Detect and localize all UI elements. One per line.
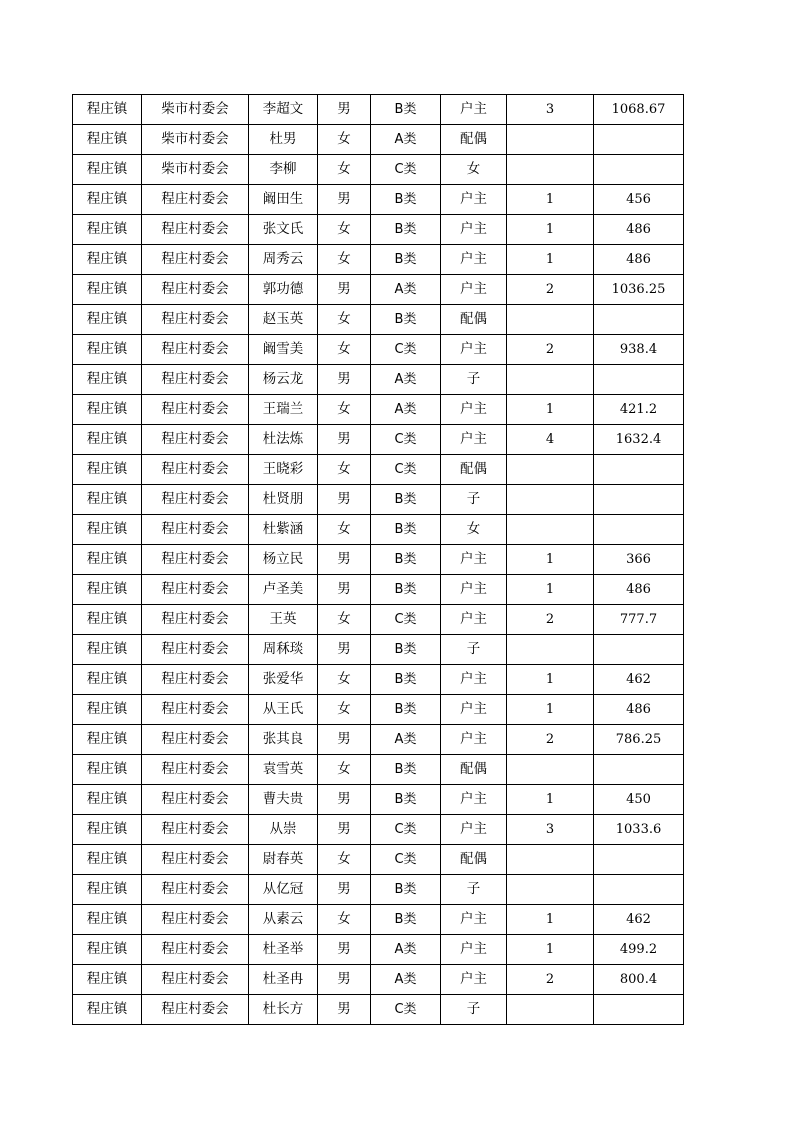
cell-gender: 男: [318, 185, 371, 215]
cell-relation: 配偶: [441, 455, 507, 485]
table-row: [73, 125, 684, 155]
cell-amount: 499.2: [594, 935, 684, 965]
cell-category: A类: [371, 365, 441, 395]
cell-name: 从王氏: [249, 695, 318, 725]
table-row: [73, 365, 684, 395]
cell-category: C类: [371, 455, 441, 485]
cell-amount: 456: [594, 185, 684, 215]
cell-gender: 女: [318, 755, 371, 785]
cell-relation: 户主: [441, 665, 507, 695]
cell-town: 程庄镇: [73, 635, 142, 665]
cell-relation: 户主: [441, 395, 507, 425]
cell-gender: 女: [318, 905, 371, 935]
cell-category: B类: [371, 215, 441, 245]
cell-committee: 程庄村委会: [142, 875, 249, 905]
cell-count: 2: [507, 605, 594, 635]
table-row: [73, 815, 684, 845]
table-row: [73, 185, 684, 215]
table-row: [73, 935, 684, 965]
cell-category: B类: [371, 95, 441, 125]
cell-gender: 男: [318, 575, 371, 605]
cell-count: [507, 635, 594, 665]
table-row: [73, 425, 684, 455]
table-row: [73, 695, 684, 725]
cell-gender: 女: [318, 305, 371, 335]
cell-relation: 子: [441, 875, 507, 905]
cell-name: 卢圣美: [249, 575, 318, 605]
table-row: [73, 545, 684, 575]
cell-committee: 程庄村委会: [142, 515, 249, 545]
cell-category: B类: [371, 875, 441, 905]
cell-town: 程庄镇: [73, 815, 142, 845]
cell-amount: 366: [594, 545, 684, 575]
cell-category: A类: [371, 275, 441, 305]
cell-town: 程庄镇: [73, 695, 142, 725]
cell-committee: 程庄村委会: [142, 995, 249, 1025]
cell-count: 2: [507, 965, 594, 995]
cell-committee: 程庄村委会: [142, 665, 249, 695]
cell-name: 张其良: [249, 725, 318, 755]
cell-amount: [594, 305, 684, 335]
cell-relation: 户主: [441, 185, 507, 215]
cell-amount: 786.25: [594, 725, 684, 755]
cell-committee: 柴市村委会: [142, 125, 249, 155]
cell-category: C类: [371, 995, 441, 1025]
cell-name: 王英: [249, 605, 318, 635]
cell-town: 程庄镇: [73, 995, 142, 1025]
cell-relation: 户主: [441, 575, 507, 605]
cell-town: 程庄镇: [73, 665, 142, 695]
cell-name: 从崇: [249, 815, 318, 845]
cell-relation: 户主: [441, 545, 507, 575]
cell-category: B类: [371, 785, 441, 815]
cell-category: B类: [371, 575, 441, 605]
cell-relation: 户主: [441, 695, 507, 725]
cell-count: [507, 155, 594, 185]
cell-relation: 户主: [441, 785, 507, 815]
cell-name: 杨云龙: [249, 365, 318, 395]
cell-name: 李柳: [249, 155, 318, 185]
cell-count: [507, 365, 594, 395]
cell-count: [507, 305, 594, 335]
cell-relation: 户主: [441, 215, 507, 245]
cell-relation: 女: [441, 515, 507, 545]
cell-gender: 男: [318, 365, 371, 395]
cell-category: B类: [371, 905, 441, 935]
table-row: [73, 995, 684, 1025]
cell-gender: 男: [318, 995, 371, 1025]
cell-category: B类: [371, 515, 441, 545]
cell-amount: 421.2: [594, 395, 684, 425]
table-row: [73, 665, 684, 695]
cell-gender: 女: [318, 245, 371, 275]
table-row: [73, 755, 684, 785]
cell-count: 1: [507, 905, 594, 935]
cell-category: B类: [371, 545, 441, 575]
cell-amount: 1068.67: [594, 95, 684, 125]
cell-count: 1: [507, 215, 594, 245]
cell-town: 程庄镇: [73, 425, 142, 455]
cell-committee: 程庄村委会: [142, 485, 249, 515]
cell-town: 程庄镇: [73, 755, 142, 785]
cell-relation: 子: [441, 635, 507, 665]
cell-name: 从亿冠: [249, 875, 318, 905]
cell-gender: 女: [318, 695, 371, 725]
cell-name: 杜贤朋: [249, 485, 318, 515]
table-row: [73, 95, 684, 125]
cell-amount: 462: [594, 905, 684, 935]
cell-gender: 女: [318, 455, 371, 485]
cell-town: 程庄镇: [73, 545, 142, 575]
table-row: [73, 965, 684, 995]
cell-town: 程庄镇: [73, 275, 142, 305]
cell-town: 程庄镇: [73, 395, 142, 425]
cell-committee: 程庄村委会: [142, 575, 249, 605]
cell-count: [507, 485, 594, 515]
cell-category: C类: [371, 155, 441, 185]
cell-relation: 子: [441, 485, 507, 515]
cell-committee: 程庄村委会: [142, 425, 249, 455]
cell-relation: 子: [441, 365, 507, 395]
table-row: [73, 215, 684, 245]
cell-category: B类: [371, 755, 441, 785]
cell-category: B类: [371, 185, 441, 215]
cell-relation: 户主: [441, 605, 507, 635]
cell-committee: 程庄村委会: [142, 245, 249, 275]
cell-committee: 程庄村委会: [142, 215, 249, 245]
cell-count: 1: [507, 695, 594, 725]
cell-gender: 男: [318, 725, 371, 755]
cell-count: [507, 455, 594, 485]
cell-name: 杜长方: [249, 995, 318, 1025]
cell-count: [507, 125, 594, 155]
cell-gender: 女: [318, 605, 371, 635]
cell-gender: 男: [318, 785, 371, 815]
cell-gender: 男: [318, 485, 371, 515]
cell-committee: 程庄村委会: [142, 725, 249, 755]
cell-count: [507, 515, 594, 545]
cell-relation: 配偶: [441, 845, 507, 875]
cell-name: 从素云: [249, 905, 318, 935]
cell-gender: 男: [318, 875, 371, 905]
cell-category: C类: [371, 845, 441, 875]
cell-name: 袁雪英: [249, 755, 318, 785]
cell-town: 程庄镇: [73, 245, 142, 275]
cell-committee: 程庄村委会: [142, 965, 249, 995]
cell-name: 张文氏: [249, 215, 318, 245]
cell-count: 1: [507, 575, 594, 605]
table-row: [73, 455, 684, 485]
cell-relation: 户主: [441, 815, 507, 845]
cell-committee: 程庄村委会: [142, 935, 249, 965]
table-row: [73, 845, 684, 875]
cell-gender: 女: [318, 125, 371, 155]
cell-name: 郭功德: [249, 275, 318, 305]
cell-relation: 户主: [441, 335, 507, 365]
cell-amount: 486: [594, 695, 684, 725]
cell-count: [507, 845, 594, 875]
cell-category: C类: [371, 815, 441, 845]
table-row: [73, 275, 684, 305]
cell-amount: 486: [594, 245, 684, 275]
cell-category: B类: [371, 695, 441, 725]
cell-amount: 1632.4: [594, 425, 684, 455]
cell-gender: 男: [318, 425, 371, 455]
table-row: [73, 905, 684, 935]
cell-amount: [594, 125, 684, 155]
cell-name: 阚田生: [249, 185, 318, 215]
cell-town: 程庄镇: [73, 965, 142, 995]
cell-gender: 女: [318, 215, 371, 245]
table-row: [73, 575, 684, 605]
cell-town: 程庄镇: [73, 335, 142, 365]
table-row: [73, 335, 684, 365]
cell-relation: 女: [441, 155, 507, 185]
cell-committee: 程庄村委会: [142, 695, 249, 725]
cell-category: B类: [371, 305, 441, 335]
table-row: [73, 305, 684, 335]
cell-town: 程庄镇: [73, 455, 142, 485]
table-row: [73, 725, 684, 755]
cell-town: 程庄镇: [73, 785, 142, 815]
cell-name: 阚雪美: [249, 335, 318, 365]
cell-relation: 户主: [441, 905, 507, 935]
cell-name: 曹夫贵: [249, 785, 318, 815]
cell-name: 李超文: [249, 95, 318, 125]
cell-relation: 户主: [441, 95, 507, 125]
cell-relation: 户主: [441, 965, 507, 995]
cell-amount: [594, 635, 684, 665]
cell-gender: 男: [318, 965, 371, 995]
cell-amount: 938.4: [594, 335, 684, 365]
cell-amount: 800.4: [594, 965, 684, 995]
cell-town: 程庄镇: [73, 905, 142, 935]
cell-gender: 男: [318, 545, 371, 575]
cell-count: 2: [507, 275, 594, 305]
cell-count: 3: [507, 95, 594, 125]
cell-amount: 462: [594, 665, 684, 695]
cell-name: 杨立民: [249, 545, 318, 575]
cell-amount: [594, 875, 684, 905]
cell-town: 程庄镇: [73, 515, 142, 545]
cell-relation: 户主: [441, 275, 507, 305]
cell-committee: 程庄村委会: [142, 395, 249, 425]
cell-count: [507, 995, 594, 1025]
cell-count: 2: [507, 725, 594, 755]
cell-count: 2: [507, 335, 594, 365]
cell-name: 周秀云: [249, 245, 318, 275]
table-row: [73, 635, 684, 665]
cell-town: 程庄镇: [73, 875, 142, 905]
cell-category: A类: [371, 125, 441, 155]
cell-relation: 户主: [441, 935, 507, 965]
cell-gender: 女: [318, 515, 371, 545]
table-row: [73, 875, 684, 905]
cell-gender: 女: [318, 335, 371, 365]
cell-name: 王瑞兰: [249, 395, 318, 425]
cell-gender: 女: [318, 665, 371, 695]
cell-town: 程庄镇: [73, 845, 142, 875]
cell-count: 1: [507, 545, 594, 575]
cell-amount: [594, 455, 684, 485]
cell-name: 张爱华: [249, 665, 318, 695]
cell-gender: 女: [318, 155, 371, 185]
cell-count: [507, 875, 594, 905]
cell-name: 杜法炼: [249, 425, 318, 455]
cell-gender: 女: [318, 395, 371, 425]
cell-name: 王晓彩: [249, 455, 318, 485]
cell-amount: [594, 365, 684, 395]
cell-count: 3: [507, 815, 594, 845]
cell-town: 程庄镇: [73, 95, 142, 125]
cell-committee: 柴市村委会: [142, 155, 249, 185]
cell-amount: 486: [594, 215, 684, 245]
cell-committee: 程庄村委会: [142, 275, 249, 305]
cell-committee: 程庄村委会: [142, 305, 249, 335]
cell-count: 1: [507, 245, 594, 275]
table-row: [73, 515, 684, 545]
cell-amount: [594, 995, 684, 1025]
cell-town: 程庄镇: [73, 305, 142, 335]
cell-amount: [594, 485, 684, 515]
cell-category: C类: [371, 425, 441, 455]
cell-gender: 男: [318, 95, 371, 125]
cell-amount: 486: [594, 575, 684, 605]
cell-relation: 户主: [441, 425, 507, 455]
cell-town: 程庄镇: [73, 935, 142, 965]
cell-gender: 女: [318, 845, 371, 875]
table-row: [73, 245, 684, 275]
cell-amount: 450: [594, 785, 684, 815]
cell-committee: 程庄村委会: [142, 365, 249, 395]
cell-amount: [594, 845, 684, 875]
cell-name: 杜圣举: [249, 935, 318, 965]
cell-count: 1: [507, 785, 594, 815]
cell-relation: 配偶: [441, 305, 507, 335]
cell-category: A类: [371, 965, 441, 995]
cell-relation: 配偶: [441, 755, 507, 785]
table-row: [73, 605, 684, 635]
cell-amount: [594, 515, 684, 545]
cell-amount: [594, 755, 684, 785]
cell-committee: 程庄村委会: [142, 605, 249, 635]
cell-name: 周秝琰: [249, 635, 318, 665]
cell-relation: 子: [441, 995, 507, 1025]
cell-category: A类: [371, 935, 441, 965]
cell-category: C类: [371, 335, 441, 365]
cell-amount: [594, 155, 684, 185]
cell-committee: 程庄村委会: [142, 905, 249, 935]
cell-name: 杜男: [249, 125, 318, 155]
table-row: [73, 395, 684, 425]
cell-category: B类: [371, 245, 441, 275]
cell-name: 杜圣冉: [249, 965, 318, 995]
cell-gender: 男: [318, 275, 371, 305]
cell-town: 程庄镇: [73, 725, 142, 755]
cell-town: 程庄镇: [73, 605, 142, 635]
table-row: [73, 785, 684, 815]
cell-gender: 男: [318, 635, 371, 665]
cell-committee: 程庄村委会: [142, 785, 249, 815]
cell-count: 1: [507, 935, 594, 965]
cell-committee: 柴市村委会: [142, 95, 249, 125]
cell-count: 1: [507, 185, 594, 215]
cell-committee: 程庄村委会: [142, 845, 249, 875]
cell-relation: 户主: [441, 725, 507, 755]
cell-name: 尉春英: [249, 845, 318, 875]
cell-category: A类: [371, 725, 441, 755]
cell-amount: 777.7: [594, 605, 684, 635]
cell-count: 1: [507, 665, 594, 695]
cell-category: B类: [371, 485, 441, 515]
cell-name: 杜紫涵: [249, 515, 318, 545]
cell-gender: 男: [318, 935, 371, 965]
table-row: [73, 155, 684, 185]
records-table: [72, 94, 684, 1025]
table-row: [73, 485, 684, 515]
cell-committee: 程庄村委会: [142, 455, 249, 485]
cell-committee: 程庄村委会: [142, 335, 249, 365]
cell-relation: 户主: [441, 245, 507, 275]
cell-committee: 程庄村委会: [142, 755, 249, 785]
cell-committee: 程庄村委会: [142, 185, 249, 215]
cell-category: C类: [371, 605, 441, 635]
cell-count: 1: [507, 395, 594, 425]
cell-committee: 程庄村委会: [142, 815, 249, 845]
cell-amount: 1033.6: [594, 815, 684, 845]
cell-town: 程庄镇: [73, 155, 142, 185]
cell-count: [507, 755, 594, 785]
cell-committee: 程庄村委会: [142, 545, 249, 575]
cell-category: A类: [371, 395, 441, 425]
cell-name: 赵玉英: [249, 305, 318, 335]
cell-town: 程庄镇: [73, 125, 142, 155]
cell-town: 程庄镇: [73, 365, 142, 395]
cell-town: 程庄镇: [73, 215, 142, 245]
cell-amount: 1036.25: [594, 275, 684, 305]
cell-committee: 程庄村委会: [142, 635, 249, 665]
cell-category: B类: [371, 665, 441, 695]
cell-town: 程庄镇: [73, 485, 142, 515]
records-table-body: [73, 95, 684, 1025]
cell-count: 4: [507, 425, 594, 455]
cell-relation: 配偶: [441, 125, 507, 155]
cell-gender: 男: [318, 815, 371, 845]
cell-category: B类: [371, 635, 441, 665]
cell-town: 程庄镇: [73, 185, 142, 215]
cell-town: 程庄镇: [73, 575, 142, 605]
